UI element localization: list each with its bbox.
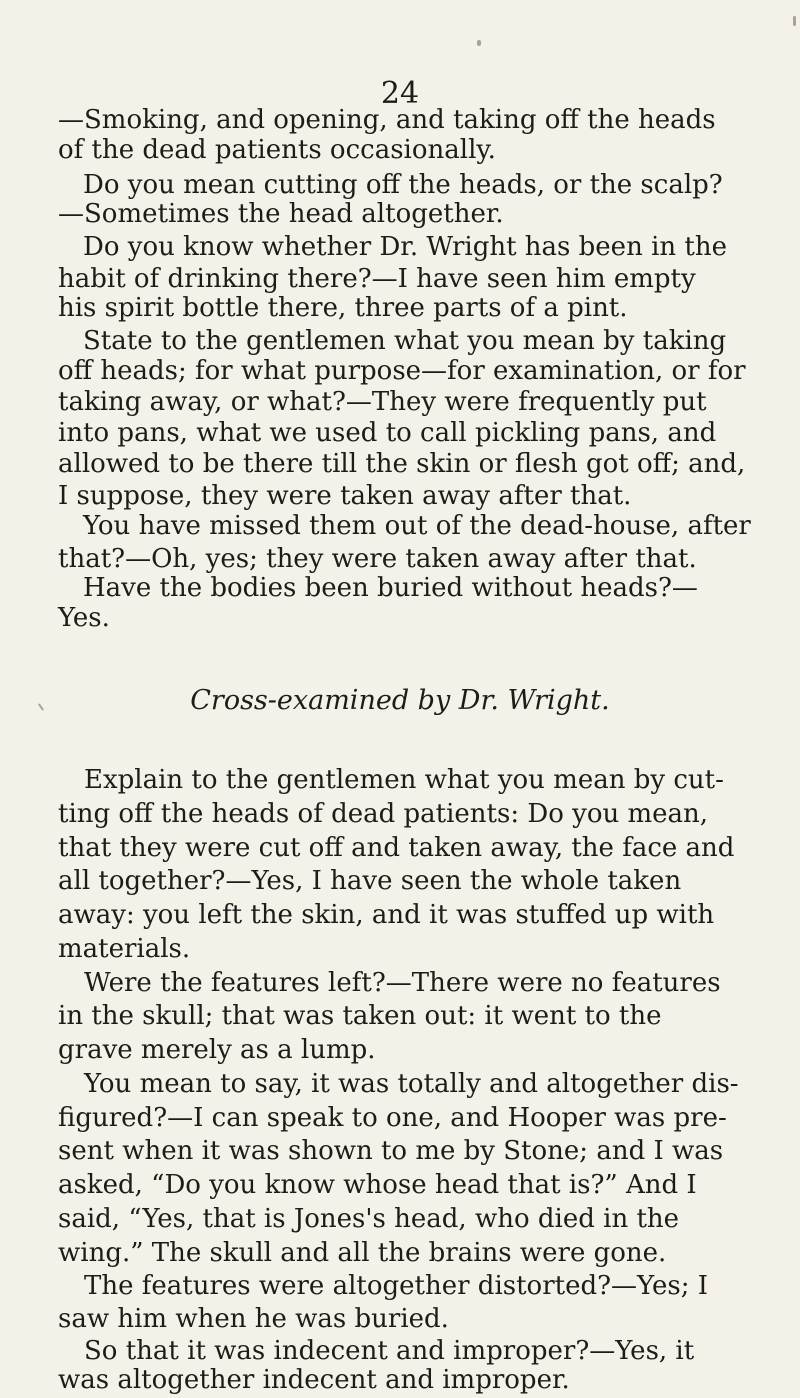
text-line: habit of drinking there?—I have seen him empty — [58, 264, 696, 294]
text-line: The features were altogether distorted?—Yes; I — [84, 1271, 708, 1301]
text-line: his spirit bottle there, three parts of a pint. — [58, 293, 628, 323]
text-line: —Sometimes the head altogether. — [58, 199, 504, 229]
text-line: allowed to be there till the skin or flesh got off; and, — [58, 449, 746, 479]
text-line: Were the features left?—There were no features — [84, 968, 721, 998]
text-line: figured?—I can speak to one, and Hooper was pre- — [58, 1103, 727, 1133]
text-line: You have missed them out of the dead-house, after — [83, 511, 751, 541]
text-line: all together?—Yes, I have seen the whole taken — [58, 866, 682, 896]
text-line: into pans, what we used to call pickling pans, and — [58, 418, 717, 448]
speck-mark — [793, 16, 796, 26]
text-line: Do you know whether Dr. Wright has been in the — [83, 232, 727, 262]
text-line: of the dead patients occasionally. — [58, 135, 496, 165]
text-line: I suppose, they were taken away after that. — [58, 481, 632, 511]
text-line: Have the bodies been buried without heads?— — [83, 573, 698, 603]
text-line: grave merely as a lump. — [58, 1035, 376, 1065]
text-line: ting off the heads of dead patients: Do you mean, — [58, 799, 709, 829]
page-number: 24 — [380, 76, 420, 111]
speck-mark — [477, 40, 481, 46]
text-line: in the skull; that was taken out: it went to the — [58, 1001, 662, 1031]
text-line: was altogether indecent and improper. — [58, 1365, 570, 1395]
text-line: taking away, or what?—They were frequently put — [58, 387, 707, 417]
text-line: off heads; for what purpose—for examination, or for — [58, 356, 746, 386]
text-line: You mean to say, it was totally and altogether dis- — [84, 1069, 739, 1099]
text-line: asked, “Do you know whose head that is?” And I — [58, 1170, 697, 1200]
text-line: that they were cut off and taken away, the face and — [58, 833, 735, 863]
text-line: saw him when he was buried. — [58, 1304, 449, 1334]
text-line: that?—Oh, yes; they were taken away after that. — [58, 544, 697, 574]
text-line: Do you mean cutting off the heads, or the scalp? — [83, 170, 723, 200]
text-line: wing.” The skull and all the brains were gone. — [58, 1238, 667, 1268]
text-line: materials. — [58, 934, 191, 964]
text-line: Yes. — [58, 603, 110, 633]
text-line: away: you left the skin, and it was stuffed up with — [58, 900, 715, 930]
text-line: sent when it was shown to me by Stone; and I was — [58, 1136, 724, 1166]
text-line: —Smoking, and opening, and taking off the heads — [58, 105, 716, 135]
cross-examination-heading: Cross-examined by Dr. Wright. — [190, 685, 610, 716]
text-line: Explain to the gentlemen what you mean by cut- — [84, 765, 724, 795]
text-line: said, “Yes, that is Jones's head, who died in the — [58, 1204, 680, 1234]
text-line: State to the gentlemen what you mean by taking — [83, 326, 727, 356]
text-line: So that it was indecent and improper?—Yes, it — [84, 1336, 695, 1366]
